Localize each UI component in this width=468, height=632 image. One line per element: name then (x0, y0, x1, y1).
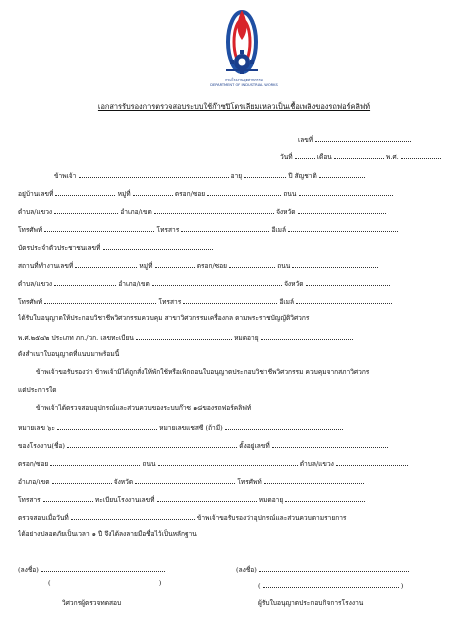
workplace-moo-label: หมู่ที่ (139, 262, 153, 270)
form-line-3 (18, 205, 458, 216)
date-field[interactable] (295, 150, 315, 159)
factory-phone-field[interactable] (264, 475, 364, 484)
workplace-email-label: อีเมล์ (279, 298, 295, 306)
form-line-12 (18, 367, 458, 378)
workplace-district-field[interactable] (152, 277, 282, 286)
form-line-15 (18, 421, 458, 432)
inspection-date-label: ตรวจสอบเมื่อวันที่ (18, 514, 69, 522)
nationality-label: ปี สัญชาติ (288, 172, 317, 180)
district-field[interactable] (154, 205, 274, 214)
form-line-4 (18, 223, 458, 234)
left-sign-label: (ลงชื่อ) (18, 566, 39, 574)
fax-field[interactable] (181, 223, 269, 232)
subdistrict-field[interactable] (54, 205, 118, 214)
form-line-18 (18, 475, 458, 486)
form-line-11 (18, 349, 458, 360)
form-line-17 (18, 457, 458, 468)
workplace-soi-label: ตรอก/ซอย (196, 262, 227, 270)
factory-district-field[interactable] (52, 475, 112, 484)
road-field[interactable] (299, 187, 393, 196)
right-role: ผู้รับใบอนุญาตประกอบกิจการโรงงาน (258, 599, 364, 607)
license-type-label: พ.ศ.๒๕๔๒ ประเภท ภก./วก. เลขทะเบียน (18, 334, 134, 342)
moo-label: หมู่ที่ (117, 190, 131, 198)
right-signature-line (236, 563, 409, 575)
factory-road-label: ถนน (142, 460, 156, 468)
license-no-field[interactable] (136, 331, 232, 340)
factory-subdistrict-field[interactable] (336, 457, 408, 466)
factory-name-label: ของโรงงาน(ชื่อ) (18, 442, 65, 450)
logo-text-english: DEPARTMENT OF INDUSTRIAL WORKS (210, 83, 278, 87)
factory-expiry-field[interactable] (285, 493, 365, 502)
right-name-field[interactable] (263, 579, 399, 588)
soi-label: ตรอก/ซอย (174, 190, 206, 198)
workplace-subdistrict-field[interactable] (54, 277, 116, 286)
factory-registration-field[interactable] (157, 493, 257, 502)
form-line-9 (18, 313, 458, 324)
logo-caption (196, 78, 292, 88)
phone-field[interactable] (44, 223, 154, 232)
soi-field[interactable] (207, 187, 281, 196)
attached-copy-text: ดังสำเนาใบอนุญาตที่แนบมาพร้อมนี้ (18, 350, 120, 358)
workplace-email-field[interactable] (296, 295, 392, 304)
left-role: วิศวกรผู้ตรวจทดสอบ (62, 599, 122, 607)
right-open-paren: ( (258, 582, 261, 590)
license-expiry-label: หมดอายุ (234, 334, 259, 342)
factory-fax-label: โทรสาร (18, 496, 41, 504)
factory-registration-label: ทะเบียนโรงงานเลขที่ (94, 496, 155, 504)
factory-soi-label: ตรอก/ซอย (18, 460, 49, 468)
vehicle-no-field[interactable] (57, 421, 157, 430)
factory-district-label: อำเภอ/เขต (18, 478, 50, 486)
workplace-no-field[interactable] (75, 259, 137, 268)
year-label: พ.ศ. (386, 153, 399, 161)
id-card-label: บัตรประจำตัวประชาชนเลขที่ (18, 244, 101, 252)
factory-phone-label: โทรศัพท์ (237, 478, 262, 486)
id-card-field[interactable] (103, 241, 213, 250)
left-name-line (48, 579, 161, 587)
subdistrict-label: ตำบล/แขวง (18, 208, 53, 216)
district-label: อำเภอ/เขต (120, 208, 152, 216)
vehicle-no-label: หมายเลข ๖ะ (18, 424, 55, 432)
workplace-fax-field[interactable] (183, 295, 277, 304)
doc-number-line (18, 133, 458, 144)
left-signature-line (18, 563, 165, 575)
house-no-field[interactable] (55, 187, 115, 196)
license-expiry-field[interactable] (261, 331, 353, 340)
province-label: จังหวัด (276, 208, 296, 216)
form-line-19 (18, 493, 458, 504)
factory-province-field[interactable] (135, 475, 235, 484)
inspection-statement: ข้าพเจ้าได้ตรวจสอบอุปกรณ์และส่วนควบของระบบก๊าซ ๑๘ของรถฟอร์คลิฟท์ (36, 404, 252, 412)
email-field[interactable] (288, 223, 398, 232)
factory-subdistrict-label: ตำบล/แขวง (299, 460, 334, 468)
left-signature-field[interactable] (41, 563, 165, 572)
right-close-paren: ) (400, 582, 404, 590)
fax-label: โทรสาร (156, 226, 180, 234)
factory-road-field[interactable] (158, 457, 298, 466)
workplace-province-label: จังหวัด (284, 280, 304, 288)
left-close-paren: ) (158, 579, 162, 587)
workplace-phone-label: โทรศัพท์ (18, 298, 43, 306)
factory-address-label: ตั้งอยู่เลขที่ (239, 442, 270, 450)
date-label: วันที่ (280, 153, 293, 161)
form-line-13 (18, 385, 458, 396)
form-line-1 (18, 169, 458, 180)
equipment-certify-text: ข้าพเจ้าขอรับรองว่าอุปกรณ์และส่วนควบตามรายการ (196, 514, 347, 522)
logo-text-thai: กรมโรงงานอุตสาหกรรม (225, 78, 263, 82)
workplace-moo-field[interactable] (155, 259, 195, 268)
month-label: เดือน (316, 153, 332, 161)
workplace-phone-field[interactable] (44, 295, 156, 304)
factory-soi-field[interactable] (50, 457, 140, 466)
certify-statement: ข้าพเจ้าขอรับรองว่า ข้าพเจ้ามิได้ถูกสั่งให้พักใช้หรือเพิกถอนใบอนุญาตประกอบวิชาชีพวิศวกรรม ควบคุมจากสภาวิศวกร (36, 368, 370, 376)
applicant-label: ข้าพเจ้า (54, 172, 77, 180)
workplace-province-field[interactable] (306, 277, 390, 286)
workplace-no-label: สถานที่ทำงานเลขที่ (18, 262, 74, 270)
month-field[interactable] (334, 150, 384, 159)
form-line-6 (18, 259, 458, 270)
form-line-8 (18, 295, 458, 306)
license-statement: ได้รับใบอนุญาตให้ประกอบวิชาชีพวิศวกรรมควบคุม สาขาวิศวกรรมเครื่องกล ตามพระราชบัญญัติวิศวกร (18, 314, 310, 322)
chassis-no-label: หมายเลขแชสซี (ถ้ามี) (159, 424, 223, 432)
form-line-20 (18, 511, 458, 522)
workplace-district-label: อำเภอ/เขต (118, 280, 150, 288)
factory-expiry-label: หมดอายุ (258, 496, 284, 504)
province-field[interactable] (298, 205, 386, 214)
phone-label: โทรศัพท์ (18, 226, 43, 234)
form-line-7 (18, 277, 458, 288)
right-sign-label: (ลงชื่อ) (236, 566, 257, 574)
inspection-date-field[interactable] (71, 511, 195, 520)
workplace-road-field[interactable] (292, 259, 378, 268)
certify-statement-end: แต่ประการใด (18, 386, 57, 394)
factory-fax-field[interactable] (43, 493, 93, 502)
form-line-14 (18, 403, 458, 414)
left-open-paren: ( (48, 579, 51, 587)
age-field[interactable] (244, 169, 286, 178)
house-no-label: อยู่บ้านเลขที่ (18, 190, 54, 198)
workplace-fax-label: โทรสาร (158, 298, 182, 306)
age-label: อายุ (230, 172, 243, 180)
doc-number-label: เลขที่ (298, 136, 314, 144)
date-line (18, 150, 458, 161)
workplace-road-label: ถนน (277, 262, 291, 270)
chassis-no-field[interactable] (225, 421, 343, 430)
workplace-soi-field[interactable] (229, 259, 275, 268)
form-line-10 (18, 331, 458, 342)
doc-number-field[interactable] (315, 133, 411, 142)
applicant-name-field[interactable] (79, 169, 229, 178)
moo-field[interactable] (133, 187, 173, 196)
safety-period-text: ได้อย่างปลอดภัยเป็นเวลา ๑ ปี จึงได้ลงลายมือชื่อไว้เป็นหลักฐาน (18, 530, 197, 538)
form-line-2 (18, 187, 458, 198)
form-line-21 (18, 529, 458, 540)
factory-address-field[interactable] (272, 439, 388, 448)
email-label: อีเมล์ (271, 226, 287, 234)
year-field[interactable] (401, 150, 441, 159)
factory-name-field[interactable] (67, 439, 237, 448)
workplace-subdistrict-label: ตำบล/แขวง (18, 280, 53, 288)
factory-province-label: จังหวัด (113, 478, 134, 486)
document-title: เอกสารรับรองการตรวจสอบระบบใช้ก๊าซปิโตรเลียมเหลวเป็นเชื้อเพลิงของรถฟอร์คลิฟท์ (97, 102, 371, 111)
right-signature-field[interactable] (259, 563, 409, 572)
form-line-5 (18, 241, 458, 252)
road-label: ถนน (283, 190, 297, 198)
right-name-line (258, 579, 403, 590)
form-line-16 (18, 439, 458, 450)
nationality-field[interactable] (319, 169, 365, 178)
